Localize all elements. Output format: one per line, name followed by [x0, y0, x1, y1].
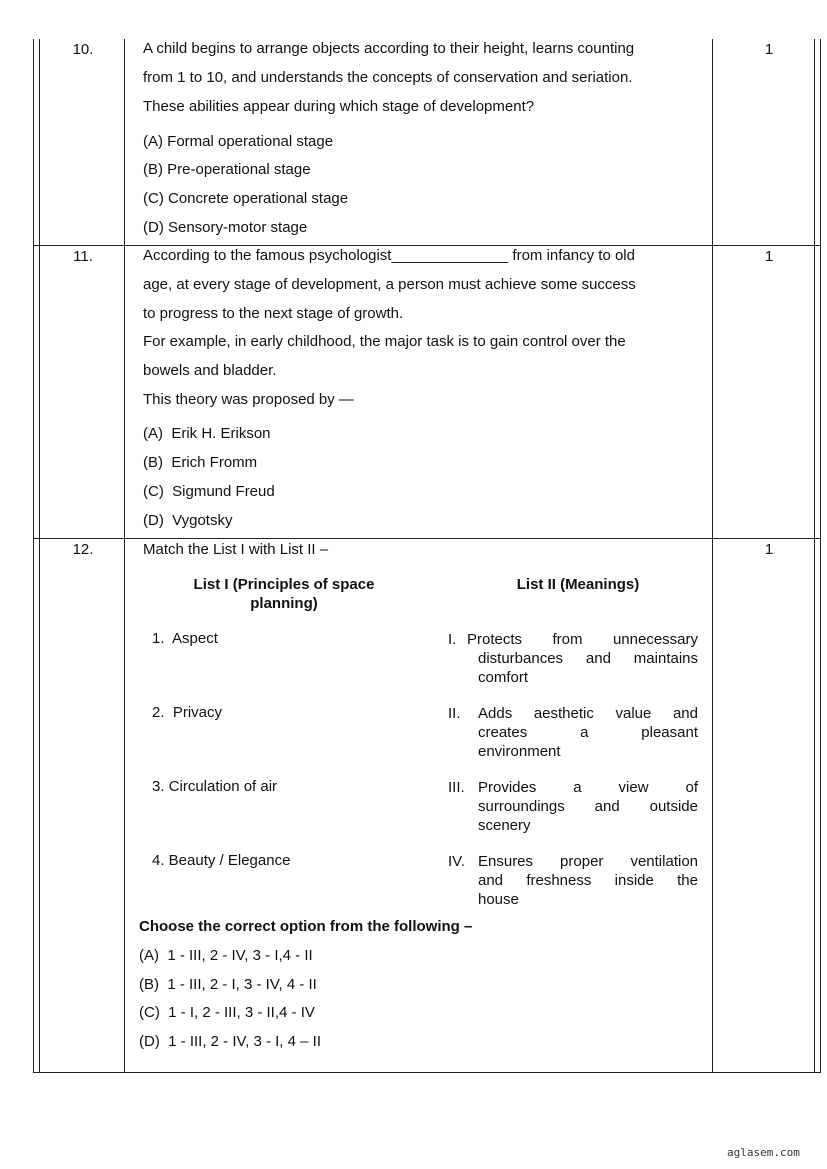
list-2-text-rest: and freshness inside the: [478, 872, 698, 889]
answer-option-b: (B) Pre-operational stage: [143, 161, 311, 178]
match-intro: Match the List I with List II –: [143, 541, 329, 558]
question-text-line: These abilities appear during which stage of development?: [143, 98, 535, 115]
choose-instruction: Choose the correct option from the following –: [139, 918, 473, 935]
list-2-text: [478, 852, 698, 871]
list-1-header-line: planning): [250, 595, 318, 612]
list-2-header: List II (Meanings): [516, 576, 640, 593]
row-separator-11-12: [33, 538, 821, 539]
list-2-text: [478, 778, 698, 797]
answer-option-a: (A) Erik H. Erikson: [143, 425, 271, 442]
question-text-line: According to the famous psychologist______________ from infancy to old: [143, 247, 635, 264]
answer-option-c: (C) 1 - I, 2 - III, 3 - II,4 - IV: [139, 1004, 315, 1021]
list-1-header-line: List I (Principles of space: [193, 576, 375, 593]
list-2-text: [478, 649, 698, 668]
list-2-text: [467, 630, 698, 649]
answer-option-d: (D) 1 - III, 2 - IV, 3 - I, 4 – II: [139, 1033, 321, 1050]
table-border-right-inner: [814, 39, 815, 1073]
answer-option-c: (C) Sigmund Freud: [143, 483, 275, 500]
list-2-text-rest: surroundings and outside: [478, 798, 698, 815]
list-1-item: 4. Beauty / Elegance: [152, 852, 291, 869]
list-1-header: [168, 575, 400, 613]
question-text-line: This theory was proposed by —: [143, 391, 354, 408]
list-1-item: 1. Aspect: [152, 630, 218, 647]
question-text-line: age, at every stage of development, a person must achieve some success: [143, 276, 636, 293]
answer-option-d: (D) Vygotsky: [143, 512, 233, 529]
list-2-text: [478, 797, 698, 816]
list-2-text-last: scenery: [478, 817, 531, 834]
question-text-line: from 1 to 10, and understands the concepts of conservation and seriation.: [143, 69, 633, 86]
list-2-item: [448, 852, 698, 909]
list-2-numeral: IV.: [448, 853, 465, 870]
answer-option-b: (B) 1 - III, 2 - I, 3 - IV, 4 - II: [139, 976, 317, 993]
question-marks: 1: [764, 41, 774, 58]
list-2-item: [448, 630, 698, 687]
list-2-text: [478, 871, 698, 890]
list-2-text: [478, 723, 698, 742]
question-marks: 1: [764, 248, 774, 265]
table-divider-marks: [712, 39, 713, 1073]
table-border-right-outer: [820, 39, 821, 1073]
list-2-text: [478, 704, 698, 723]
question-text-line: to progress to the next stage of growth.: [143, 305, 404, 322]
list-2-text-first: Adds aesthetic value and: [478, 705, 698, 722]
answer-option-b: (B) Erich Fromm: [143, 454, 258, 471]
list-2-text-first: Ensures proper ventilation: [478, 853, 698, 870]
answer-option-a: (A) 1 - III, 2 - IV, 3 - I,4 - II: [139, 947, 313, 964]
list-2-numeral: II.: [448, 705, 461, 722]
list-2-numeral: I.: [448, 631, 457, 648]
answer-option-a: (A) Formal operational stage: [143, 133, 334, 150]
question-number: 12.: [72, 541, 94, 558]
list-2-text-first: Protects from unnecessary: [467, 631, 698, 648]
list-1-item: 2. Privacy: [152, 704, 223, 721]
list-2-item: [448, 778, 698, 835]
question-text-line: bowels and bladder.: [143, 362, 277, 379]
list-1-item: 3. Circulation of air: [152, 778, 278, 795]
answer-option-c: (C) Concrete operational stage: [143, 190, 349, 207]
question-marks: 1: [764, 541, 774, 558]
question-number: 11.: [73, 248, 93, 265]
list-2-numeral: III.: [448, 779, 465, 796]
list-2-text-first: Provides a view of: [478, 779, 698, 796]
list-2-text-last: house: [478, 891, 519, 908]
list-2-text-rest: disturbances and maintains: [478, 650, 698, 667]
question-number: 10.: [72, 41, 94, 58]
list-2-text-last: comfort: [478, 669, 529, 686]
table-border-left-inner: [39, 39, 40, 1073]
table-divider-qno: [124, 39, 125, 1073]
list-2-item: [448, 704, 698, 761]
question-text-line: For example, in early childhood, the major task is to gain control over the: [143, 333, 626, 350]
question-text-line: A child begins to arrange objects according to their height, learns counting: [143, 40, 635, 57]
table-border-left-outer: [33, 39, 34, 1073]
list-2-text-last: environment: [478, 743, 561, 760]
table-bottom-border: [33, 1072, 821, 1073]
list-2-text-rest: creates a pleasant: [478, 724, 698, 741]
footer-watermark: aglasem.com: [727, 1146, 800, 1159]
answer-option-d: (D) Sensory-motor stage: [143, 219, 308, 236]
